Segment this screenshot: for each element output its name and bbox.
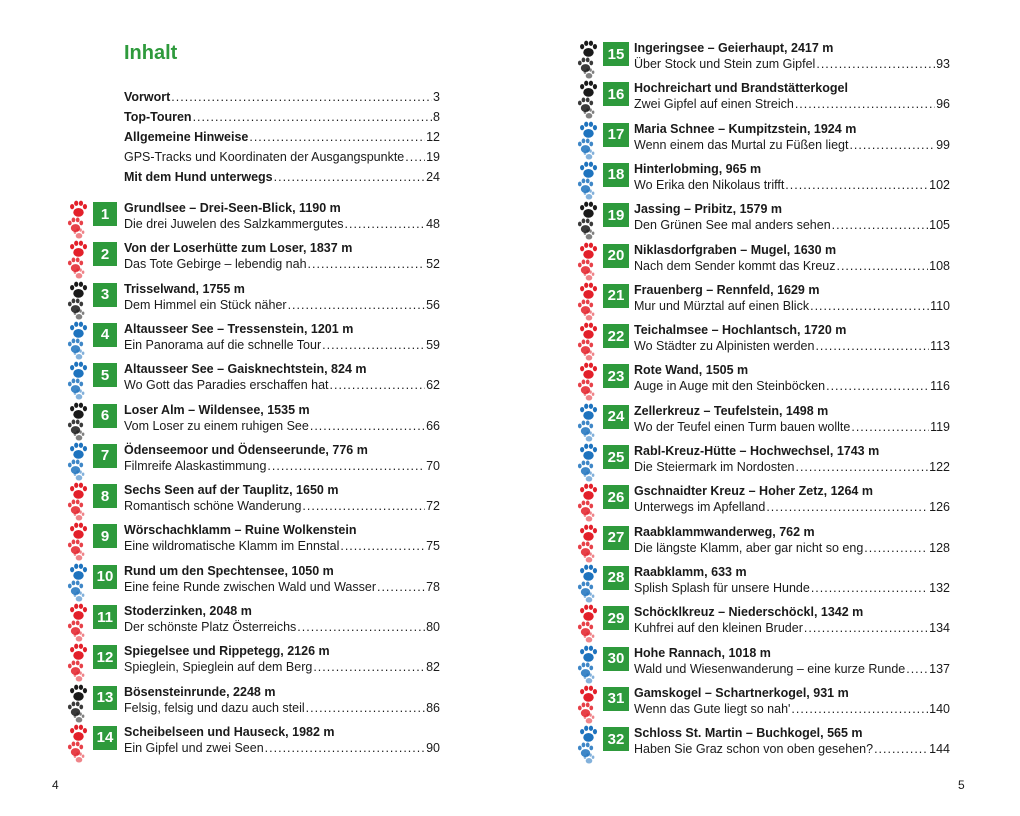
tour-entry[interactable] <box>577 645 957 683</box>
leader-dots <box>171 90 432 104</box>
front-matter-label: Allgemeine Hinweise <box>124 130 249 144</box>
leader-dots <box>297 619 425 635</box>
paw-icon <box>67 402 89 442</box>
paw-icon <box>577 322 599 362</box>
tour-page: 66 <box>426 418 440 433</box>
tour-subtitle: Mur und Mürztal auf einen Blick <box>634 298 810 313</box>
paw-icon <box>67 361 89 401</box>
tour-subtitle: Unterwegs im Apfelland <box>634 500 766 515</box>
tour-page: 93 <box>936 57 950 71</box>
tour-entry[interactable] <box>67 684 447 722</box>
tour-subtitle: Nach dem Sender kommt das Kreuz <box>634 258 836 273</box>
paw-icon <box>577 80 599 120</box>
tour-text <box>634 524 950 556</box>
tour-subtitle: Ein Gipfel und zwei Seen <box>124 740 264 755</box>
tour-title: Loser Alm – Wildensee, 1535 m <box>124 402 310 417</box>
front-matter-label: Top-Touren <box>124 110 192 124</box>
paw-icon <box>577 685 599 725</box>
tour-subtitle: Wenn einem das Murtal zu Füßen liegt <box>634 137 849 152</box>
tour-entry[interactable] <box>67 240 447 278</box>
paw-icon <box>67 240 89 280</box>
paw-icon <box>577 403 599 443</box>
tour-title: Altausseer See – Tressenstein, 1201 m <box>124 321 354 336</box>
tour-subtitle: Splish Splash für unsere Hunde <box>634 580 810 595</box>
tour-number-badge: 22 <box>603 324 629 348</box>
leader-dots <box>249 130 425 144</box>
tour-entry[interactable] <box>577 362 957 400</box>
tour-page: 102 <box>929 177 950 192</box>
tour-title: Rabl-Kreuz-Hütte – Hochwechsel, 1743 m <box>634 444 880 458</box>
tour-text <box>124 321 440 353</box>
leader-dots <box>310 418 425 434</box>
front-matter-page: 8 <box>433 110 440 124</box>
tour-entry[interactable] <box>577 161 957 199</box>
tour-number-badge: 17 <box>603 123 629 147</box>
paw-icon <box>577 121 599 161</box>
front-matter-item[interactable] <box>124 110 440 126</box>
tour-entry[interactable] <box>67 361 447 399</box>
tour-page: 110 <box>930 298 950 313</box>
tour-entry[interactable] <box>67 321 447 359</box>
leader-dots <box>874 741 928 757</box>
tour-text <box>124 684 440 716</box>
tour-title: Bösensteinrunde, 2248 m <box>124 684 276 699</box>
tour-entry[interactable] <box>577 322 957 360</box>
tour-subtitle: Die Steiermark im Nordosten <box>634 460 795 474</box>
tour-title: Altausseer See – Gaisknechtstein, 824 m <box>124 362 367 377</box>
tour-text <box>634 483 950 515</box>
tour-title: Ingeringsee – Geierhaupt, 2417 m <box>634 41 834 55</box>
paw-icon <box>67 442 89 482</box>
tour-title: Wörschachklamm – Ruine Wolkenstein <box>124 523 357 538</box>
front-matter-page: 3 <box>433 90 440 104</box>
tour-page: 128 <box>929 540 950 555</box>
tour-title: Ödenseemoor und Ödenseerunde, 776 m <box>124 442 368 457</box>
tour-entry[interactable] <box>577 403 957 441</box>
paw-icon <box>67 684 89 724</box>
tour-title: Raabklammwanderweg, 762 m <box>634 524 815 539</box>
leader-dots <box>864 540 928 556</box>
tour-title: Spiegelsee und Rippetegg, 2126 m <box>124 644 330 659</box>
tour-number-badge: 31 <box>603 687 629 711</box>
tour-title: Grundlsee – Drei-Seen-Blick, 1190 m <box>124 201 341 215</box>
tour-subtitle: Haben Sie Graz schon von oben gesehen? <box>634 742 874 757</box>
tour-entry[interactable] <box>577 282 957 320</box>
tour-text <box>634 161 950 193</box>
front-matter-item[interactable] <box>124 150 440 166</box>
tour-subtitle: Wo der Teufel einen Turm bauen wollte <box>634 419 851 434</box>
front-matter-page: 24 <box>426 170 440 184</box>
tour-number-badge: 5 <box>93 363 117 387</box>
tour-subtitle: Kuhfrei auf den kleinen Bruder <box>634 621 803 636</box>
leader-dots <box>274 170 425 184</box>
tour-page: 132 <box>929 580 950 595</box>
tour-title: Rund um den Spechtensee, 1050 m <box>124 563 334 578</box>
tour-page: 48 <box>426 217 440 231</box>
paw-icon <box>577 282 599 322</box>
tour-subtitle: Wo Städter zu Alpinisten werden <box>634 339 815 354</box>
tour-entry[interactable] <box>577 201 957 239</box>
tour-page: 122 <box>929 460 950 474</box>
tour-title: Niklasdorfgraben – Mugel, 1630 m <box>634 242 837 257</box>
leader-dots <box>795 459 928 475</box>
tour-text <box>124 643 440 675</box>
tour-text <box>634 40 950 72</box>
tour-subtitle: Eine feine Runde zwischen Wald und Wasser <box>124 579 376 594</box>
tour-title: Von der Loserhütte zum Loser, 1837 m <box>124 241 353 256</box>
tour-number-badge: 21 <box>603 284 629 308</box>
tour-number-badge: 7 <box>93 444 117 468</box>
front-matter-item[interactable] <box>124 90 440 106</box>
tour-entry[interactable] <box>577 604 957 642</box>
tour-page: 113 <box>930 339 950 354</box>
paw-icon <box>67 563 89 603</box>
tour-entry[interactable] <box>67 563 447 601</box>
tour-page: 108 <box>929 258 950 273</box>
leader-dots <box>340 538 425 554</box>
tour-page: 75 <box>426 539 440 554</box>
leader-dots <box>795 96 935 112</box>
tour-title: Gamskogel – Schartnerkogel, 931 m <box>634 685 849 700</box>
tour-text <box>124 563 440 595</box>
tour-page: 105 <box>929 218 950 233</box>
tour-subtitle: Wo Gott das Paradies erschaffen hat <box>124 378 329 393</box>
tour-title: Hochreichart und Brandstätterkogel <box>634 81 848 96</box>
paw-icon <box>67 200 89 240</box>
tour-subtitle: Wenn das Gute liegt so nah' <box>634 701 791 716</box>
paw-icon <box>577 604 599 644</box>
leader-dots <box>810 298 929 314</box>
paw-icon <box>67 321 89 361</box>
paw-icon <box>67 281 89 321</box>
tour-page: 72 <box>426 499 440 514</box>
tour-subtitle: Eine wildromatische Klamm im Ennstal <box>124 539 340 554</box>
tour-number-badge: 11 <box>93 605 117 629</box>
tour-subtitle: Spieglein, Spieglein auf dem Berg <box>124 660 313 675</box>
leader-dots <box>832 217 928 233</box>
tour-entry[interactable] <box>67 482 447 520</box>
leader-dots <box>377 579 425 595</box>
tour-text <box>124 442 440 474</box>
tour-subtitle: Felsig, felsig und dazu auch steil <box>124 700 305 715</box>
tour-subtitle: Wald und Wiesenwanderung – eine kurze Runde <box>634 661 906 676</box>
tour-number-badge: 16 <box>603 82 629 106</box>
tour-text <box>124 361 440 393</box>
leader-dots <box>836 258 928 274</box>
tour-number-badge: 25 <box>603 445 629 469</box>
paw-icon <box>67 724 89 764</box>
tour-subtitle: Ein Panorama auf die schnelle Tour <box>124 337 322 352</box>
tour-text <box>634 403 950 435</box>
leader-dots <box>826 378 929 394</box>
paw-icon <box>577 645 599 685</box>
leader-dots <box>193 110 432 124</box>
leader-dots <box>849 137 935 153</box>
tour-subtitle: Auge in Auge mit den Steinböcken <box>634 379 826 394</box>
tour-page: 70 <box>426 458 440 473</box>
tour-text <box>124 240 440 272</box>
front-matter-label: GPS-Tracks und Koordinaten der Ausgangspunkte <box>124 150 405 164</box>
leader-dots <box>302 498 425 514</box>
tour-text <box>634 201 950 233</box>
tour-page: 116 <box>930 379 950 394</box>
paw-icon <box>577 443 599 483</box>
paw-icon <box>577 40 599 80</box>
tour-title: Teichalmsee – Hochlantsch, 1720 m <box>634 323 847 338</box>
tour-text <box>634 685 950 717</box>
tour-number-badge: 29 <box>603 606 629 630</box>
front-matter-page: 12 <box>426 130 440 144</box>
paw-icon <box>577 201 599 241</box>
tour-title: Scheibelseen und Hauseck, 1982 m <box>124 724 335 739</box>
tour-number-badge: 13 <box>93 686 117 710</box>
tour-text <box>634 121 950 153</box>
leader-dots <box>766 499 928 515</box>
paw-icon <box>577 725 599 765</box>
front-matter-list <box>124 90 440 190</box>
tour-number-badge: 19 <box>603 203 629 227</box>
tour-title: Jassing – Pribitz, 1579 m <box>634 202 782 217</box>
leader-dots <box>345 216 426 232</box>
tour-number-badge: 28 <box>603 566 629 590</box>
tour-title: Stoderzinken, 2048 m <box>124 604 252 618</box>
tour-text <box>634 725 950 757</box>
tour-page: 52 <box>426 257 440 272</box>
tour-text <box>124 482 440 514</box>
paw-icon <box>577 524 599 564</box>
tour-page: 82 <box>426 660 440 675</box>
tour-page: 86 <box>426 700 440 715</box>
page-number-left: 4 <box>52 778 59 792</box>
tour-title: Hohe Rannach, 1018 m <box>634 645 771 660</box>
tour-page: 62 <box>426 378 440 393</box>
front-matter-label: Mit dem Hund unterwegs <box>124 170 273 184</box>
leader-dots <box>791 701 928 717</box>
tour-page: 56 <box>426 297 440 312</box>
tour-text <box>124 724 440 756</box>
tour-title: Sechs Seen auf der Tauplitz, 1650 m <box>124 483 339 498</box>
tour-subtitle: Die drei Juwelen des Salzkammergutes <box>124 217 344 231</box>
tour-entry[interactable] <box>67 402 447 440</box>
tour-text <box>634 443 950 475</box>
tour-number-badge: 3 <box>93 283 117 307</box>
tour-entry[interactable] <box>577 483 957 521</box>
tour-number-badge: 15 <box>603 42 629 66</box>
tour-entry[interactable] <box>577 242 957 280</box>
tour-page: 134 <box>929 621 950 636</box>
tour-title: Raabklamm, 633 m <box>634 564 747 579</box>
tour-subtitle: Zwei Gipfel auf einen Streich <box>634 97 794 112</box>
paw-icon <box>67 522 89 562</box>
paw-icon <box>577 483 599 523</box>
tour-text <box>124 522 440 554</box>
tour-entry[interactable] <box>577 524 957 562</box>
tour-entry[interactable] <box>577 725 957 763</box>
tour-subtitle: Romantisch schöne Wanderung <box>124 499 302 514</box>
paw-icon <box>67 482 89 522</box>
leader-dots <box>405 150 425 164</box>
tour-entry[interactable] <box>67 643 447 681</box>
leader-dots <box>330 377 426 393</box>
tour-text <box>634 604 950 636</box>
tour-title: Frauenberg – Rennfeld, 1629 m <box>634 282 820 297</box>
paw-icon <box>67 603 89 643</box>
tour-text <box>634 242 950 274</box>
tour-page: 137 <box>929 661 950 676</box>
tour-number-badge: 18 <box>603 163 629 187</box>
tour-text <box>124 402 440 434</box>
tour-entry[interactable] <box>67 603 447 641</box>
tour-entry[interactable] <box>577 443 957 481</box>
front-matter-item[interactable] <box>124 170 440 186</box>
tour-text <box>124 603 440 635</box>
paw-icon <box>67 643 89 683</box>
tour-page: 140 <box>929 701 950 716</box>
tour-number-badge: 9 <box>93 524 117 548</box>
tour-subtitle: Über Stock und Stein zum Gipfel <box>634 57 816 71</box>
paw-icon <box>577 564 599 604</box>
paw-icon <box>577 362 599 402</box>
tour-text <box>634 362 950 394</box>
tour-text <box>124 281 440 313</box>
tour-title: Trisselwand, 1755 m <box>124 281 245 296</box>
tour-page: 80 <box>426 620 440 634</box>
front-matter-item[interactable] <box>124 130 440 146</box>
tour-page: 96 <box>936 97 950 112</box>
tour-entry[interactable] <box>67 281 447 319</box>
tour-title: Schöcklkreuz – Niederschöckl, 1342 m <box>634 605 864 620</box>
tour-subtitle: Dem Himmel ein Stück näher <box>124 297 287 312</box>
tour-entry[interactable] <box>67 442 447 480</box>
tour-title: Hinterlobming, 965 m <box>634 161 762 176</box>
leader-dots <box>851 419 929 435</box>
tour-number-badge: 20 <box>603 244 629 268</box>
paw-icon <box>577 161 599 201</box>
tour-entry[interactable] <box>577 121 957 159</box>
tour-page: 78 <box>426 579 440 594</box>
tour-text <box>124 200 440 232</box>
leader-dots <box>267 458 425 474</box>
tour-subtitle: Der schönste Platz Österreichs <box>124 620 297 634</box>
page-number-right: 5 <box>958 778 965 792</box>
tour-subtitle: Den Grünen See mal anders sehen <box>634 218 831 233</box>
tour-page: 144 <box>929 742 950 757</box>
paw-icon <box>577 242 599 282</box>
leader-dots <box>313 659 425 675</box>
leader-dots <box>804 620 928 636</box>
tour-page: 90 <box>426 740 440 755</box>
tour-number-badge: 8 <box>93 484 117 508</box>
tour-number-badge: 12 <box>93 645 117 669</box>
tour-number-badge: 10 <box>93 565 117 589</box>
leader-dots <box>322 337 425 353</box>
tour-entry[interactable] <box>577 80 957 118</box>
tour-page: 126 <box>929 500 950 515</box>
front-matter-page: 19 <box>426 150 440 164</box>
tour-number-badge: 6 <box>93 404 117 428</box>
tour-number-badge: 24 <box>603 405 629 429</box>
leader-dots <box>785 177 928 193</box>
tour-number-badge: 23 <box>603 364 629 388</box>
tour-number-badge: 30 <box>603 647 629 671</box>
tour-subtitle: Vom Loser zu einem ruhigen See <box>124 418 309 433</box>
tour-number-badge: 32 <box>603 727 629 751</box>
tour-number-badge: 2 <box>93 242 117 266</box>
tour-subtitle: Das Tote Gebirge – lebendig nah <box>124 257 307 272</box>
tour-subtitle: Wo Erika den Nikolaus trifft <box>634 177 785 192</box>
tour-entry[interactable] <box>67 522 447 560</box>
tour-title: Schloss St. Martin – Buchkogel, 565 m <box>634 726 863 741</box>
tour-page: 59 <box>426 337 440 352</box>
tour-entry[interactable] <box>577 40 957 78</box>
tour-text <box>634 564 950 596</box>
leader-dots <box>815 338 929 354</box>
tour-title: Maria Schnee – Kumpitzstein, 1924 m <box>634 121 857 136</box>
leader-dots <box>308 256 426 272</box>
tour-number-badge: 26 <box>603 485 629 509</box>
tour-entry[interactable] <box>67 724 447 762</box>
tour-page: 119 <box>930 419 950 434</box>
leader-dots <box>288 297 426 313</box>
leader-dots <box>816 56 935 72</box>
tour-text <box>634 645 950 677</box>
leader-dots <box>265 740 425 756</box>
tour-number-badge: 4 <box>93 323 117 347</box>
page-title: Inhalt <box>124 42 178 64</box>
tour-number-badge: 14 <box>93 726 117 750</box>
tour-title: Rote Wand, 1505 m <box>634 363 749 378</box>
tour-page: 99 <box>936 137 950 152</box>
tour-subtitle: Die längste Klamm, aber gar nicht so eng <box>634 540 864 555</box>
leader-dots <box>811 580 928 596</box>
front-matter-label: Vorwort <box>124 90 171 104</box>
tour-text <box>634 322 950 354</box>
tour-text <box>634 282 950 314</box>
tour-entry[interactable] <box>577 564 957 602</box>
tour-entry[interactable] <box>577 685 957 723</box>
leader-dots <box>906 661 928 677</box>
tour-title: Zellerkreuz – Teufelstein, 1498 m <box>634 403 829 418</box>
tour-number-badge: 1 <box>93 202 117 226</box>
leader-dots <box>306 700 425 716</box>
tour-title: Gschnaidter Kreuz – Hoher Zetz, 1264 m <box>634 484 873 499</box>
tour-entry[interactable] <box>67 200 447 238</box>
tour-number-badge: 27 <box>603 526 629 550</box>
tour-text <box>634 80 950 112</box>
tour-subtitle: Filmreife Alaskastimmung <box>124 458 267 473</box>
